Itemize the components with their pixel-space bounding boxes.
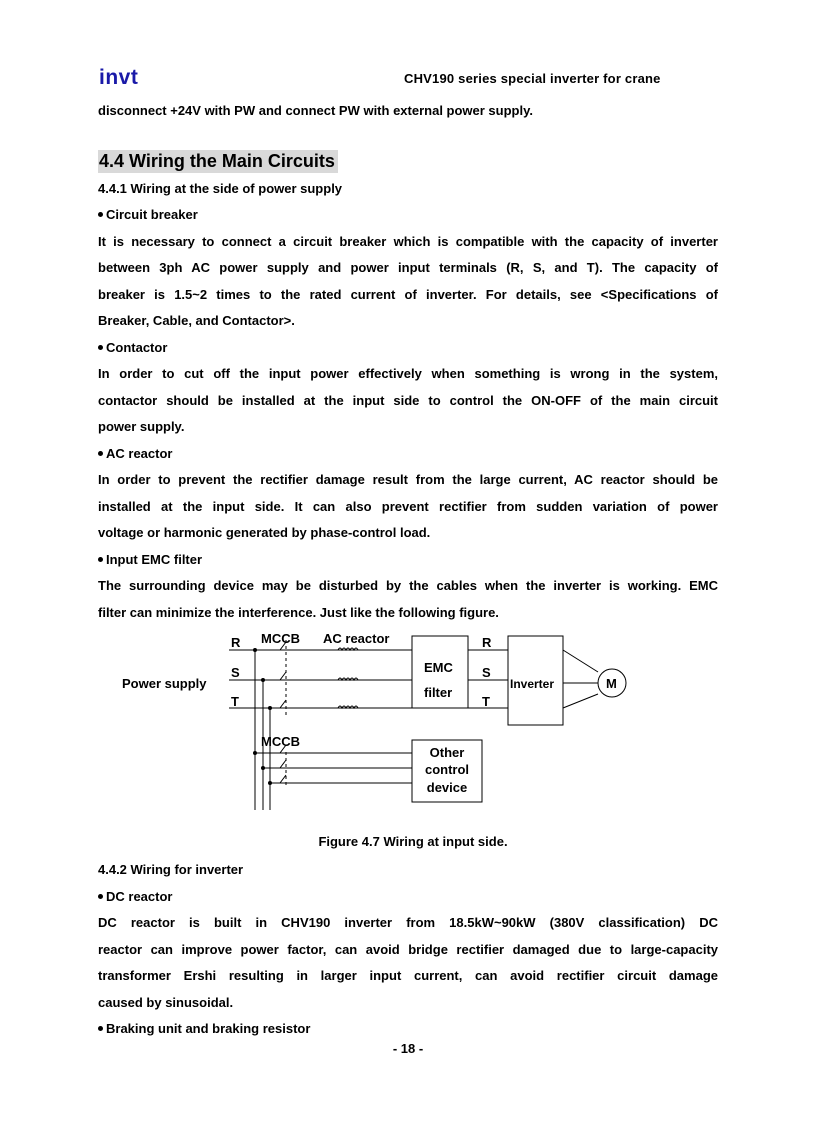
- motor-line-1: [563, 650, 598, 672]
- emc-label-line-1: EMC: [424, 660, 453, 675]
- other-device-box: [412, 740, 482, 802]
- paragraph-line: reactor can improve power factor, can avoid bridge rectifier damaged due to large-capacity: [98, 942, 718, 957]
- bullet-dot: [98, 894, 103, 899]
- mccb-bottom-contact-2: [280, 760, 286, 768]
- other-device-label-1: Other: [429, 745, 465, 760]
- ac-reactor-coil-s: [338, 678, 358, 680]
- section-heading: 4.4 Wiring the Main Circuits: [98, 150, 338, 173]
- bullet-braking-unit: [98, 1021, 310, 1036]
- mccb-bottom-contact-3: [280, 775, 286, 783]
- page-number: - 18 -: [392, 1041, 424, 1056]
- phase-s-label: S: [231, 665, 240, 680]
- mccb-bottom-label: MCCB: [261, 734, 300, 749]
- ac-reactor-coil-r: [338, 648, 358, 650]
- paragraph-line: voltage or harmonic generated by phase-control load.: [98, 525, 431, 540]
- paragraph-line: power supply.: [98, 419, 185, 434]
- motor-label: M: [606, 676, 617, 691]
- emc-label-line-2: filter: [424, 685, 453, 700]
- bullet-input-emc-filter: [98, 552, 202, 567]
- header-title: CHV190 series special inverter for crane: [404, 71, 661, 86]
- paragraph-line: In order to prevent the rectifier damage result from the large current, AC reactor should be: [98, 472, 718, 487]
- inverter-box: [508, 636, 563, 725]
- bullet-title: Contactor: [106, 340, 168, 355]
- junction-dot: [253, 751, 257, 755]
- paragraph-line: It is necessary to connect a circuit breaker which is compatible with the capacity of inverter: [98, 234, 718, 249]
- bullet-circuit-breaker: [98, 207, 198, 222]
- paragraph-line: DC reactor is built in CHV190 inverter from 18.5kW~90kW (380V classification) DC: [98, 915, 718, 930]
- mccb-top-contact-r: [280, 642, 286, 650]
- paragraph-line: between 3ph AC power supply and power input terminals (R, S, and T). The capacity of: [98, 260, 718, 275]
- bullet-title: Braking unit and braking resistor: [106, 1021, 311, 1036]
- emc-filter-box: [412, 636, 468, 708]
- motor-circle: [598, 669, 626, 697]
- paragraph-line: caused by sinusoidal.: [98, 995, 234, 1010]
- bullet-dot: [98, 212, 103, 217]
- invt-logo: invt: [99, 66, 139, 89]
- power-supply-label: Power supply: [122, 676, 207, 691]
- paragraph-line: filter can minimize the interference. Just like the following figure.: [98, 605, 499, 620]
- paragraph-line: contactor should be installed at the input side to control the ON-OFF of the main circuit: [98, 393, 718, 408]
- out-t-label: T: [482, 694, 490, 709]
- motor-line-3: [563, 694, 598, 708]
- bullet-ac-reactor: [98, 446, 172, 461]
- bullet-title: Circuit breaker: [106, 207, 198, 222]
- paragraph-line: The surrounding device may be disturbed by the cables when the inverter is working. EMC: [98, 578, 718, 593]
- mccb-top-label: MCCB: [261, 631, 300, 646]
- paragraph-line: breaker is 1.5~2 times to the rated current of inverter. For details, see <Specifications of: [98, 287, 718, 302]
- junction-dot: [268, 706, 272, 710]
- bullet-dot: [98, 1026, 103, 1031]
- out-r-label: R: [482, 635, 492, 650]
- paragraph-line: In order to cut off the input power effectively when something is wrong in the system,: [98, 366, 718, 381]
- inverter-label: Inverter: [510, 677, 555, 691]
- intro-line: disconnect +24V with PW and connect PW with external power supply.: [98, 103, 533, 118]
- bullet-contactor: [98, 340, 167, 355]
- junction-dot: [261, 678, 265, 682]
- other-device-label-3: device: [426, 780, 468, 795]
- out-s-label: S: [482, 665, 491, 680]
- paragraph-line: installed at the input side. It can also prevent rectifier from sudden variation of power: [98, 499, 718, 514]
- ac-reactor-label: AC reactor: [323, 631, 390, 646]
- ac-reactor-coil-t: [338, 706, 358, 708]
- subsection-heading-4-4-2: 4.4.2 Wiring for inverter: [98, 862, 244, 877]
- bullet-title: DC reactor: [106, 889, 173, 904]
- mccb-top-contact-t: [280, 700, 286, 708]
- figure-caption: Figure 4.7 Wiring at input side.: [318, 834, 508, 849]
- phase-r-label: R: [231, 635, 241, 650]
- bullet-title: Input EMC filter: [106, 552, 203, 567]
- junction-dot: [268, 781, 272, 785]
- paragraph-line: Breaker, Cable, and Contactor>.: [98, 313, 295, 328]
- bullet-dot: [98, 451, 103, 456]
- bullet-dot: [98, 345, 103, 350]
- paragraph-line: transformer Ershi resulting in larger input current, can avoid rectifier circuit damage: [98, 968, 718, 983]
- mccb-bottom-contact-1: [280, 745, 286, 753]
- other-device-label-2: control: [424, 762, 470, 777]
- junction-dot: [261, 766, 265, 770]
- junction-dot: [253, 648, 257, 652]
- mccb-top-contact-s: [280, 672, 286, 680]
- bullet-dot: [98, 557, 103, 562]
- phase-t-label: T: [231, 694, 239, 709]
- subsection-heading-4-4-1: 4.4.1 Wiring at the side of power supply: [98, 181, 343, 196]
- bullet-title: AC reactor: [106, 446, 173, 461]
- bullet-dc-reactor: [98, 889, 172, 904]
